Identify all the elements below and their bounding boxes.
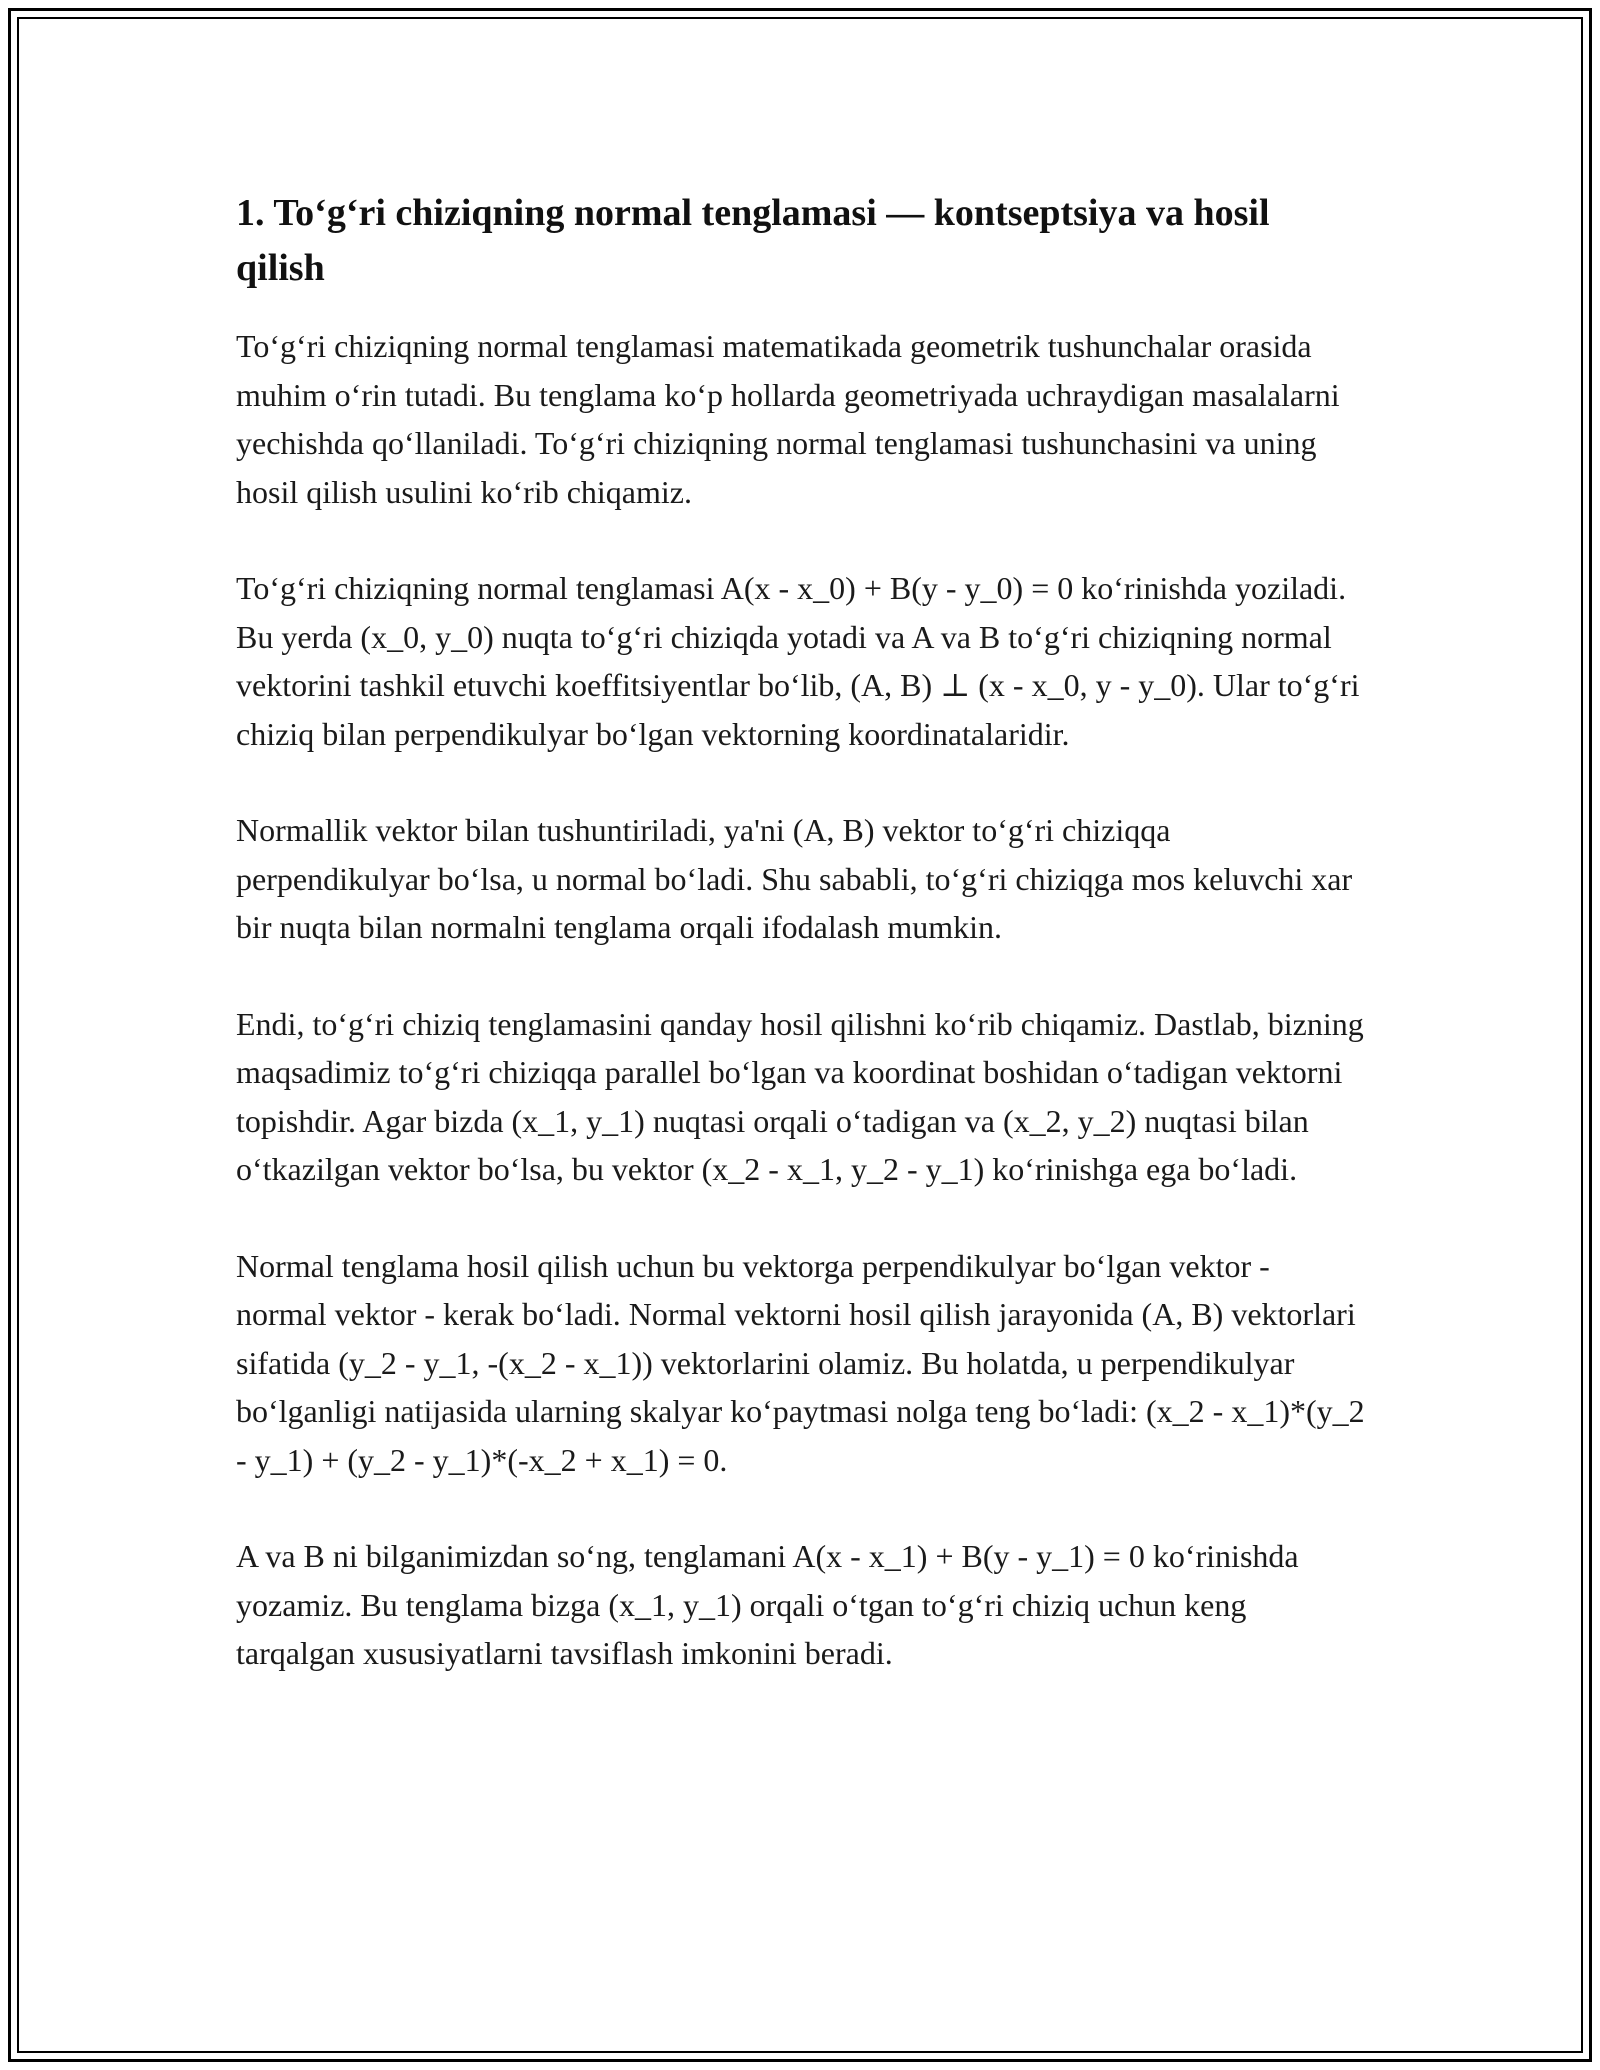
document-body bbox=[236, 186, 1366, 1726]
paragraph-intro: To‘g‘ri chiziqning normal tenglamasi matematikada geometrik tushunchalar orasida muhim o‘rin tutadi. Bu tenglama ko‘p hollarda geometriyada uchraydigan masalalarni yechishda qo‘llaniladi. To‘g‘ri chiziqning normal tenglamasi tushunchasini va uning hosil qilish usulini ko‘rib chiqamiz. bbox=[236, 328, 1340, 510]
paragraph-conclusion: A va B ni bilganimizdan so‘ng, tenglamani A(x - x_1) + B(y - y_1) = 0 ko‘rinishda yozamiz. Bu tenglama bizga (x_1, y_1) orqali o‘tgan to‘g‘ri chiziq uchun keng tarqalgan xususiyatlarni tavsiflash imkonini beradi. bbox=[236, 1538, 1299, 1671]
paragraph-normal-vector: Normal tenglama hosil qilish uchun bu vektorga perpendikulyar bo‘lgan vektor - normal vektor - kerak bo‘ladi. Normal vektorni hosil qilish jarayonida (A, B) vektorlari sifatida (y_2 - y_1, -(x_2 - x_1)) vektorlarini olamiz. Bu holatda, u perpendikulyar bo‘lganligi natijasida ularning skalyar ko‘paytmasi nolga teng bo‘ladi: (x_2 - x_1)*(y_2 - y_1) + (y_2 - y_1)*(-x_2 + x_1) = 0. bbox=[236, 1247, 1365, 1478]
paragraph-equation-form: To‘g‘ri chiziqning normal tenglamasi A(x - x_0) + B(y - y_0) = 0 ko‘rinishda yoziladi. Bu yerda (x_0, y_0) nuqta to‘g‘ri chiziqda yotadi va A va B to‘g‘ri chiziqning normal vektorini tashkil etuvchi koeffitsiyentlar bo‘lib, (A, B) ⊥ (x - x_0, y - y_0). Ular to‘g‘ri chiziq bilan perpendikulyar bo‘lgan vektorning koordinatalaridir. bbox=[236, 570, 1360, 752]
section-heading: 1. To‘g‘ri chiziqning normal tenglamasi — kontseptsiya va hosil qilish bbox=[236, 192, 1270, 289]
paragraph-derivation: Endi, to‘g‘ri chiziq tenglamasini qanday hosil qilishni ko‘rib chiqamiz. Dastlab, bizning maqsadimiz to‘g‘ri chiziqqa parallel bo‘lgan va koordinat boshidan o‘tadigan vektorni topishdir. Agar bizda (x_1, y_1) nuqtasi orqali o‘tadigan va (x_2, y_2) nuqtasi bilan o‘tkazilgan vektor bo‘lsa, bu vektor (x_2 - x_1, y_2 - y_1) ko‘rinishga ega bo‘ladi. bbox=[236, 1005, 1364, 1187]
paragraph-normality: Normallik vektor bilan tushuntiriladi, ya'ni (A, B) vektor to‘g‘ri chiziqqa perpendikulyar bo‘lsa, u normal bo‘ladi. Shu sababli, to‘g‘ri chiziqga mos keluvchi xar bir nuqta bilan normalni tenglama orqali ifodalash mumkin. bbox=[236, 812, 1353, 945]
